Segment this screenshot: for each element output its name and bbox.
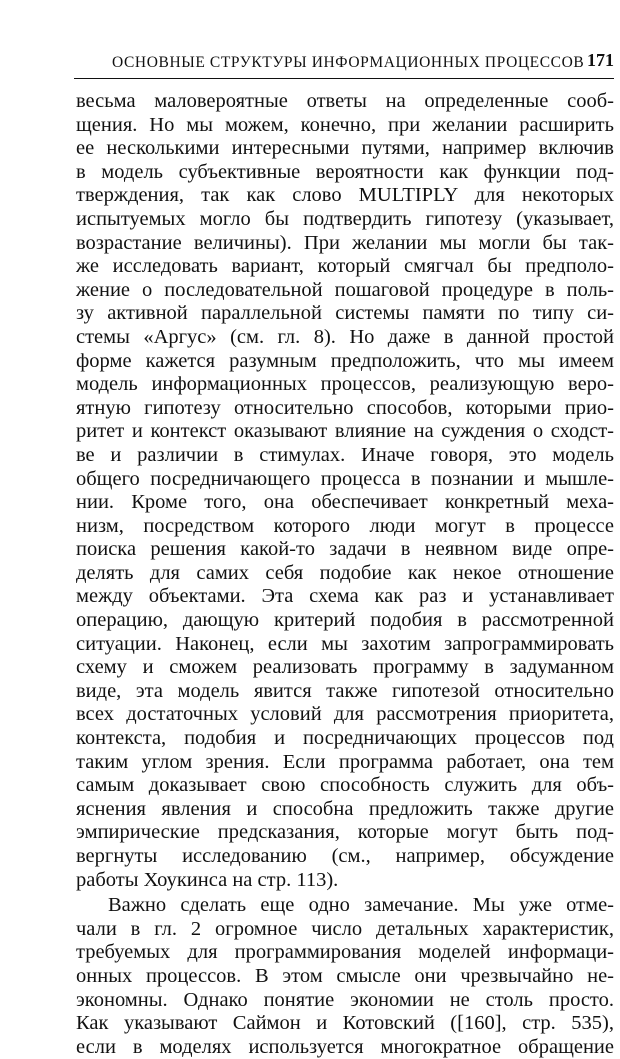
- text-line: экономны. Однако понятие экономии не столь просто.: [76, 988, 614, 1011]
- text-line: же исследовать вариант, который смягчал бы предполо-: [76, 255, 614, 278]
- text-line: в модель субъективные вероятности как функции под-: [76, 160, 614, 183]
- text-line: чали в гл. 2 огромное число детальных характеристик,: [76, 917, 614, 940]
- text-line: яснения явления и способна предложить также другие: [76, 797, 614, 820]
- text-line: весьма маловероятные ответы на определенные сооб-: [76, 90, 614, 112]
- text-line: ятную гипотезу относительно способов, которыми прио-: [76, 396, 614, 419]
- text-line: модель информационных процессов, реализующую веро-: [76, 373, 614, 396]
- text-line: форме кажется разумным предположить, что мы имеем: [76, 349, 614, 372]
- text-line: операцию, дающую критерий подобия в рассмотренной: [76, 609, 614, 632]
- text-line: онных процессов. В этом смысле они чрезвычайно не-: [76, 964, 614, 987]
- text-line: делять для самих себя подобие как некое отношение: [76, 561, 614, 584]
- text-line: Важно сделать еще одно замечание. Мы уже отме-: [108, 894, 614, 917]
- header-rule: [74, 78, 614, 79]
- running-head: [74, 50, 614, 80]
- text-line: ве и различии в стимулах. Иначе говоря, это модель: [76, 443, 614, 466]
- text-line: ее несколькими интересными путями, например включив: [76, 137, 614, 160]
- text-line: испытуемых могло бы подтвердить гипотезу (указывает,: [76, 207, 614, 230]
- text-line: стемы «Аргус» (см. гл. 8). Но даже в данной простой: [76, 325, 614, 348]
- text-line: общего посредничающего процесса в познании и мышле-: [76, 467, 614, 490]
- text-line: работы Хоукинса на стр. 113).: [76, 868, 339, 891]
- paragraph: [76, 894, 614, 1059]
- text-line: виде, эта модель явится также гипотезой относительно: [76, 679, 614, 702]
- text-line: Как указывают Саймон и Котовский ([160], стр. 535),: [76, 1012, 614, 1035]
- text-line: между объектами. Эта схема как раз и устанавливает: [76, 585, 614, 608]
- text-line: ритет и контекст оказывают влияние на суждения о сходст-: [76, 420, 614, 443]
- text-line: если в моделях используется многократное обращение: [76, 1035, 614, 1058]
- text-line: контекста, подобия и посредничающих процессов под: [76, 727, 614, 750]
- text-line: эмпирические предсказания, которые могут быть под-: [76, 821, 614, 844]
- page-number: 171: [587, 50, 614, 70]
- text-line: зу активной параллельной системы памяти по типу си-: [76, 302, 614, 325]
- paragraph: [76, 90, 614, 892]
- text-line: требуемых для программирования моделей информаци-: [76, 941, 614, 964]
- text-line: схему и сможем реализовать программу в задуманном: [76, 656, 614, 679]
- text-line: низм, посредством которого люди могут в процессе: [76, 514, 614, 537]
- text-line: нии. Кроме того, она обеспечивает конкретный меха-: [76, 491, 614, 514]
- text-line: всех достаточных условий для рассмотрения приоритета,: [76, 703, 614, 726]
- body-text: [76, 90, 614, 1059]
- text-line: вергнуты исследованию (см., например, обсуждение: [76, 845, 614, 867]
- running-title: ОСНОВНЫЕ СТРУКТУРЫ ИНФОРМАЦИОННЫХ ПРОЦЕССОВ: [112, 54, 585, 71]
- text-line: жение о последовательной пошаговой процедуре в поль-: [76, 278, 614, 301]
- text-line: щения. Но мы можем, конечно, при желании расширить: [76, 113, 614, 136]
- text-line: самым доказывает свою способность служить для объ-: [76, 774, 614, 797]
- text-line: тверждения, так как слово MULTIPLY для некоторых: [76, 184, 614, 207]
- text-line: возрастание величины). При желании мы могли бы так-: [76, 231, 614, 254]
- text-line: таким углом зрения. Если программа работает, она тем: [76, 750, 614, 773]
- text-line: ситуации. Наконец, если мы захотим запрограммировать: [76, 632, 614, 655]
- text-line: поиска решения какой-то задачи в неявном виде опре-: [76, 538, 614, 561]
